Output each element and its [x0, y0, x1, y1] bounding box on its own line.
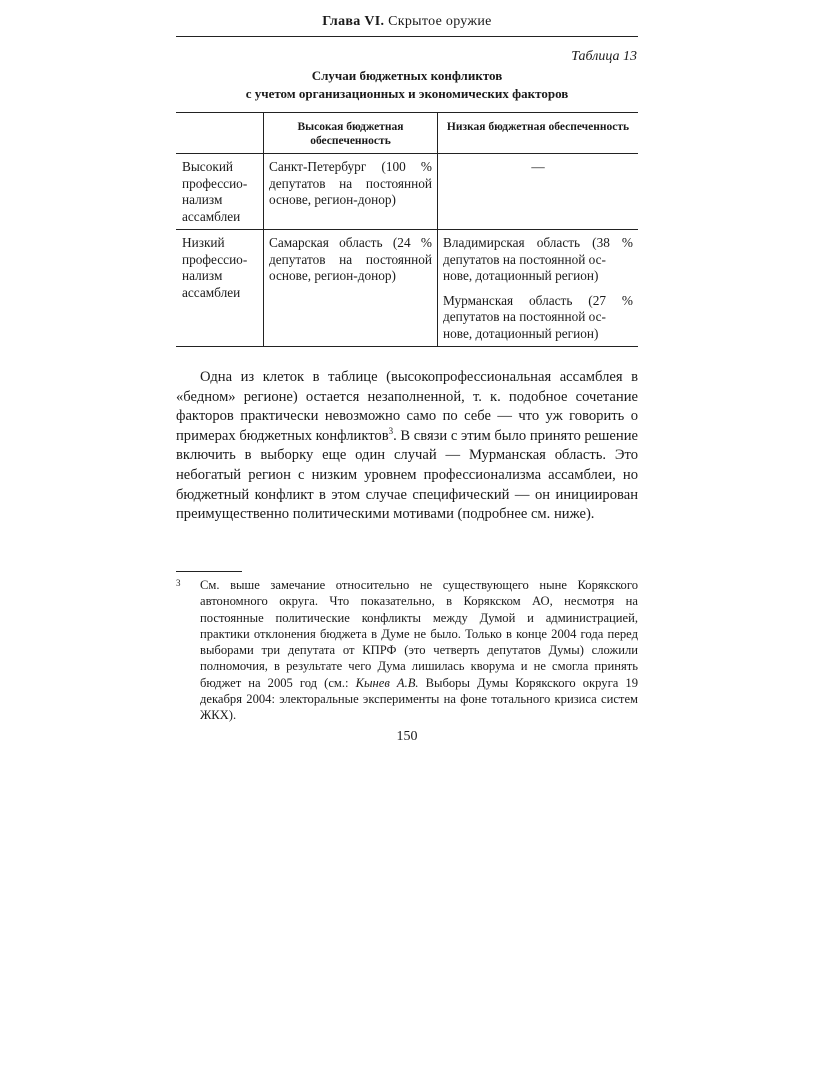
chapter-label: Глава VI.	[322, 14, 385, 29]
budget-conflicts-table	[176, 112, 638, 347]
table-row	[176, 230, 638, 347]
footnote-author: Кынев А.В.	[355, 675, 419, 690]
table-number: Таблица 13	[571, 49, 637, 64]
cell-low-prof-high-budget: Самарская область (24 % депутатов на постоянной основе, регион-донор)	[264, 230, 438, 347]
footnote-text	[200, 577, 638, 724]
table-header-low-budget: Низкая бюджетная обеспеченность	[438, 113, 639, 154]
body-text-part2: . В связи с этим было принято решение включить в выборку еще один случай — Мурманская область. Это небогатый регион с низким уровнем профессионализма ассамблеи, но бюджетный конфликт в этом случае специфический — он инициирован преимущественно политическими мотивами (подробнее см. ниже).	[176, 427, 638, 523]
table-header-high-budget: Высокая бюджетная обеспеченность	[264, 113, 438, 154]
footnote	[176, 577, 638, 724]
body-text-part1: Одна из клеток в таблице (высокопрофессиональная ассамблея в «бедном» регионе) остается незаполненной, т. к. подобное сочетание факторов практически невозможно само по себе — что уж говорить о примерах бюджетных конфликтов	[176, 369, 638, 444]
table-caption-line1: Случаи бюджетных конфликтов	[311, 68, 503, 83]
table-caption	[176, 67, 638, 103]
table-header-corner	[176, 113, 264, 154]
cell-low-prof-low-budget	[438, 230, 639, 347]
table-row	[176, 154, 638, 230]
table-header-row	[176, 113, 638, 154]
body-paragraph	[176, 368, 638, 525]
footnote-separator	[176, 571, 242, 572]
cell-entry-murmansk: Мурманская область (27 % депутатов на постоянной ос- нове, дотационный регион)	[443, 292, 633, 341]
footnote-text-part1: См. выше замечание относительно не существующего ныне Корякского автономного округа. Что показательно, в Корякском АО, несмотря на постоянные политические конфликты между Думой и администрацией, практики отклонения бюджета в Думе не было. Только в конце 2004 года перед выборами три депутата от КПРФ (это четверть депутатов Думы) сложили полномочия, в результате чего Дума лишилась кворума и не смогла принять бюджет на 2005 год (см.:	[200, 578, 638, 690]
cell-high-prof-high-budget: Санкт-Петербург (100 % депутатов на постоянной основе, регион-донор)	[264, 154, 438, 230]
row-label-high-prof: Высокий профессио- нализм ассамблеи	[176, 154, 264, 230]
chapter-title: Скрытое оружие	[388, 14, 492, 29]
table-caption-line2: с учетом организационных и экономических факторов	[245, 86, 569, 101]
footnote-text-part2: Выборы Думы Корякского округа 19 декабря 2004: электоральные эксперименты на фоне тотального кризиса систем ЖКХ).	[200, 675, 638, 723]
cell-entry-vladimir: Владимирская область (38 % депутатов на постоянной ос- нове, дотационный регион)	[443, 235, 633, 283]
footnote-mark: 3	[176, 578, 181, 588]
running-header	[176, 14, 638, 30]
cell-high-prof-low-budget: —	[438, 154, 639, 230]
row-label-low-prof: Низкий профессио- нализм ассамблеи	[176, 230, 264, 347]
body-paragraph-text	[176, 368, 638, 525]
page-number: 150	[396, 729, 418, 744]
header-rule	[176, 36, 638, 37]
footnote-reference[interactable]: 3	[388, 425, 394, 436]
